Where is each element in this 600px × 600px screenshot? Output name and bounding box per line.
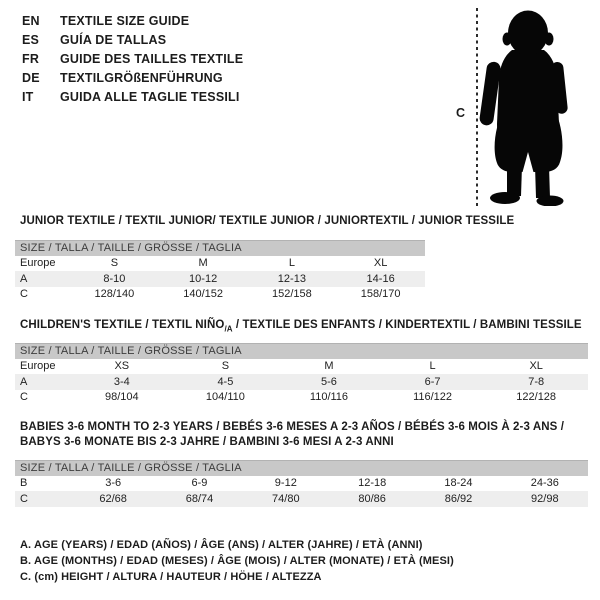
babies-size-table bbox=[15, 460, 588, 507]
size-cell: XL bbox=[373, 257, 388, 270]
size-cell: L bbox=[288, 257, 295, 270]
note-age-months: B. AGE (MONTHS) / EDAD (MESES) / ÂGE (MOIS) / ALTER (MONATE) / ETÀ (MESI) bbox=[20, 555, 454, 567]
toddler-silhouette bbox=[479, 6, 593, 206]
row-label: C bbox=[20, 288, 28, 301]
size-cell: 74/80 bbox=[272, 492, 300, 505]
row-label: C bbox=[20, 492, 28, 505]
size-cell: M bbox=[198, 257, 208, 270]
language-title: GUÍA DE TALLAS bbox=[60, 32, 167, 47]
size-row-age bbox=[15, 374, 588, 390]
size-cell: 9-12 bbox=[274, 477, 297, 490]
children-size-table bbox=[15, 343, 588, 405]
language-code: FR bbox=[22, 51, 40, 66]
size-cell: 12-18 bbox=[358, 477, 387, 490]
size-header-bar: SIZE / TALLA / TAILLE / GRÖSSE / TAGLIA bbox=[15, 343, 588, 359]
size-cell: 140/152 bbox=[183, 288, 223, 301]
junior-table-title: JUNIOR TEXTILE / TEXTIL JUNIOR/ TEXTILE JUNIOR / JUNIORTEXTIL / JUNIOR TESSILE bbox=[20, 215, 515, 227]
size-cell: 3-6 bbox=[105, 477, 122, 490]
size-cell: 14-16 bbox=[366, 272, 395, 285]
size-cell: 122/128 bbox=[516, 391, 557, 404]
size-cell: 68/74 bbox=[185, 492, 214, 505]
height-measure-dashed-line bbox=[476, 8, 478, 206]
language-code: IT bbox=[22, 90, 34, 105]
note-age-years: A. AGE (YEARS) / EDAD (AÑOS) / ÂGE (ANS) / ALTER (JAHRE) / ETÀ (ANNI) bbox=[20, 539, 423, 551]
size-cell: XS bbox=[114, 360, 130, 373]
row-label: Europe bbox=[20, 360, 56, 373]
size-row-height bbox=[15, 390, 588, 406]
language-title: GUIDE DES TAILLES TEXTILE bbox=[60, 51, 244, 66]
size-cell: 152/158 bbox=[271, 288, 312, 301]
size-row-age-months bbox=[15, 476, 588, 492]
size-cell: 110/116 bbox=[309, 391, 349, 404]
size-cell: 92/98 bbox=[531, 492, 559, 505]
size-cell: 18-24 bbox=[444, 477, 473, 490]
size-cell: S bbox=[110, 257, 119, 270]
size-cell: 116/122 bbox=[413, 391, 453, 404]
language-title: GUIDA ALLE TAGLIE TESSILI bbox=[60, 90, 240, 105]
size-cell: 5-6 bbox=[321, 375, 337, 388]
row-label: A bbox=[20, 375, 28, 388]
language-row-en bbox=[22, 11, 243, 30]
row-label: C bbox=[20, 391, 28, 404]
height-measure-label: C bbox=[456, 106, 466, 120]
size-cell: 4-5 bbox=[217, 375, 234, 388]
size-cell: 98/104 bbox=[104, 391, 139, 404]
size-cell: 7-8 bbox=[528, 375, 545, 388]
language-code: EN bbox=[22, 13, 40, 28]
size-row-height bbox=[15, 287, 425, 303]
language-title: TEXTILGRÖßENFÜHRUNG bbox=[60, 71, 223, 86]
language-code: DE bbox=[22, 71, 40, 86]
language-title: TEXTILE SIZE GUIDE bbox=[60, 13, 190, 28]
size-cell: 86/92 bbox=[444, 492, 473, 505]
size-header-bar: SIZE / TALLA / TAILLE / GRÖSSE / TAGLIA bbox=[15, 240, 425, 256]
junior-size-table bbox=[15, 240, 425, 302]
children-title-sub: /A bbox=[224, 324, 233, 334]
size-cell: 24-36 bbox=[530, 477, 559, 490]
babies-title-line2: BABYS 3-6 MONATE BIS 2-3 JAHRE / BAMBINI 3-6 MESI A 2-3 ANNI bbox=[20, 436, 394, 448]
size-row-europe bbox=[15, 256, 425, 272]
children-title-part: CHILDREN'S TEXTILE / TEXTIL NIÑO bbox=[20, 319, 225, 331]
note-height: C. (cm) HEIGHT / ALTURA / HAUTEUR / HÖHE / ALTEZZA bbox=[20, 571, 322, 583]
size-cell: 128/140 bbox=[94, 288, 135, 301]
size-cell: M bbox=[324, 360, 334, 373]
babies-table-title bbox=[20, 420, 564, 450]
size-cell: 3-4 bbox=[113, 375, 130, 388]
language-row-de bbox=[22, 69, 243, 88]
children-title-part: / TEXTILE DES ENFANTS / KINDERTEXTIL / BAMBINI TESSILE bbox=[232, 319, 582, 331]
babies-title-line1: BABIES 3-6 MONTH TO 2-3 YEARS / BEBÉS 3-6 MESES A 2-3 AÑOS / BÉBÉS 3-6 MOIS À 2-3 ANS / bbox=[20, 421, 564, 433]
size-cell: 12-13 bbox=[277, 272, 306, 285]
size-cell: 8-10 bbox=[103, 272, 126, 285]
size-cell: 158/170 bbox=[360, 288, 401, 301]
size-cell: 80/86 bbox=[358, 492, 386, 505]
size-row-age bbox=[15, 271, 425, 287]
size-cell: S bbox=[221, 360, 230, 373]
size-header-bar: SIZE / TALLA / TAILLE / GRÖSSE / TAGLIA bbox=[15, 460, 588, 476]
size-cell: L bbox=[429, 360, 436, 373]
size-cell: 104/110 bbox=[205, 391, 245, 404]
language-header bbox=[22, 11, 243, 107]
children-table-title bbox=[20, 319, 582, 333]
language-code: ES bbox=[22, 32, 40, 47]
size-cell: 10-12 bbox=[189, 272, 218, 285]
language-row-es bbox=[22, 30, 243, 49]
language-row-it bbox=[22, 88, 243, 107]
size-cell: 6-9 bbox=[191, 477, 208, 490]
row-label: B bbox=[20, 477, 28, 490]
row-label: Europe bbox=[20, 257, 56, 270]
size-row-height bbox=[15, 491, 588, 507]
language-row-fr bbox=[22, 49, 243, 68]
row-label: A bbox=[20, 272, 28, 285]
size-cell: 62/68 bbox=[99, 492, 127, 505]
size-cell: 6-7 bbox=[424, 375, 441, 388]
size-cell: XL bbox=[529, 360, 543, 373]
size-row-europe bbox=[15, 359, 588, 375]
